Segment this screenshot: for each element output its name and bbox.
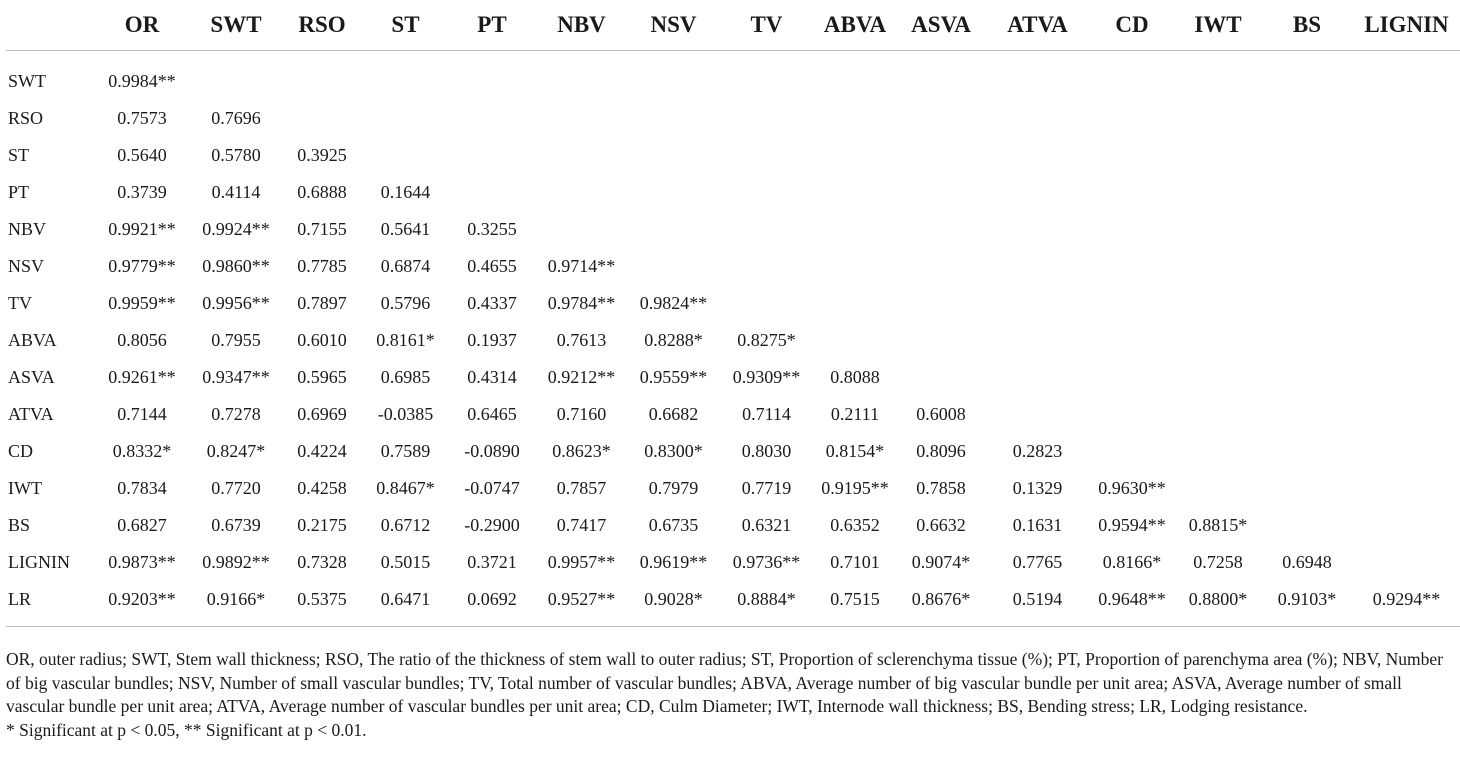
correlation-cell: 0.8676*: [896, 581, 986, 627]
significance-note: * Significant at p < 0.05, ** Significant at p < 0.01.: [6, 719, 367, 740]
table-footnotes: [6, 648, 1454, 742]
empty-cell: [282, 100, 362, 137]
table-row: [6, 581, 1460, 627]
correlation-cell: 0.6735: [648, 515, 699, 535]
correlation-cell: 0.6352: [830, 515, 880, 535]
correlation-cell: 0.7720: [211, 478, 261, 498]
correlation-cell: 0.7515: [814, 581, 896, 627]
correlation-cell: 0.9784**: [547, 293, 616, 313]
table-row: [6, 248, 1460, 285]
column-header: SWT: [190, 0, 282, 51]
correlation-cell: 0.7114: [742, 404, 791, 424]
correlation-cell: 0.7160: [556, 404, 607, 424]
empty-cell: [1261, 396, 1353, 433]
correlation-cell: 0.9347**: [202, 367, 270, 387]
correlation-cell: 0.9959**: [108, 293, 176, 313]
table-row: [6, 322, 1460, 359]
empty-cell: [1353, 174, 1460, 211]
empty-cell: [896, 285, 986, 322]
row-label: CD: [8, 441, 34, 461]
empty-cell: [1175, 359, 1261, 396]
row-label: RSO: [8, 108, 44, 128]
table-row: [6, 51, 1460, 101]
column-header: ASVA: [896, 0, 986, 51]
correlation-cell: 0.8800*: [1175, 581, 1261, 627]
correlation-cell: 0.9648**: [1089, 581, 1175, 627]
empty-cell: [1353, 51, 1460, 101]
correlation-cell: 0.4224: [297, 441, 347, 461]
correlation-cell: 0.2111: [830, 404, 880, 424]
empty-cell: [1261, 211, 1353, 248]
correlation-cell: 0.8096: [916, 441, 966, 461]
correlation-cell: -0.0890: [464, 441, 520, 461]
correlation-cell: 0.9714**: [547, 256, 616, 276]
column-header: PT: [449, 0, 535, 51]
abbreviations-note: OR, outer radius; SWT, Stem wall thickness; RSO, The ratio of the thickness of stem wall to outer radius; ST, Proportion of sclerenchyma tissue (%); PT, Proportion of parenchyma area (%); NBV, Number of big vascular bundles; NSV, Number of small vascular bundles; TV, Total number of vascular bundles; ABVA, Average number of big vascular bundle per unit area; ASVA, Average number of small vascular bundle per unit area; ATVA, Average number of vascular bundles per unit area; CD, Culm Diameter; IWT, Internode wall thickness; BS, Bending stress; LR, Lodging resistance.: [6, 649, 1443, 717]
empty-cell: [535, 211, 628, 248]
correlation-cell: 0.6969: [297, 404, 347, 424]
empty-cell: [1175, 51, 1261, 101]
table-row: [6, 100, 1460, 137]
correlation-cell: 0.5796: [380, 293, 431, 313]
empty-cell: [1353, 433, 1460, 470]
column-header: ST: [362, 0, 449, 51]
empty-cell: [719, 248, 814, 285]
empty-cell: [719, 211, 814, 248]
empty-cell: [1175, 174, 1261, 211]
column-header: ABVA: [814, 0, 896, 51]
empty-cell: [1261, 248, 1353, 285]
correlation-cell: 0.7857: [556, 478, 607, 498]
empty-cell: [628, 174, 719, 211]
empty-cell: [1089, 322, 1175, 359]
empty-cell: [362, 100, 449, 137]
empty-cell: [1261, 174, 1353, 211]
correlation-cell: 0.1329: [1012, 478, 1063, 498]
correlation-cell: 0.4655: [467, 256, 517, 276]
empty-cell: [1261, 100, 1353, 137]
correlation-cell: 0.7858: [916, 478, 966, 498]
correlation-cell: 0.3255: [467, 219, 517, 239]
correlation-cell: 0.4258: [297, 478, 347, 498]
correlation-cell: 0.6008: [916, 404, 966, 424]
empty-cell: [814, 174, 896, 211]
empty-cell: [986, 174, 1089, 211]
empty-cell: [535, 51, 628, 101]
empty-cell: [1175, 470, 1261, 507]
correlation-cell: 0.9921**: [108, 219, 176, 239]
empty-cell: [1089, 100, 1175, 137]
row-label: TV: [8, 293, 32, 313]
column-header: RSO: [282, 0, 362, 51]
correlation-cell: 0.5640: [117, 145, 167, 165]
empty-cell: [814, 285, 896, 322]
empty-cell: [449, 51, 535, 101]
correlation-cell: 0.9028*: [628, 581, 719, 627]
correlation-cell: -0.2900: [464, 515, 520, 535]
correlation-cell: 0.7765: [1012, 552, 1063, 572]
table-row: [6, 137, 1460, 174]
empty-cell: [1261, 137, 1353, 174]
empty-cell: [719, 100, 814, 137]
empty-cell: [628, 100, 719, 137]
empty-cell: [986, 359, 1089, 396]
header-corner: [6, 0, 94, 51]
correlation-cell: 0.6712: [380, 515, 431, 535]
correlation-cell: 0.1644: [380, 182, 431, 202]
empty-cell: [190, 51, 282, 101]
correlation-cell: 0.7573: [117, 108, 167, 128]
empty-cell: [1261, 51, 1353, 101]
table-row: [6, 396, 1460, 433]
correlation-table: [6, 0, 1460, 627]
correlation-cell: 0.2823: [1012, 441, 1063, 461]
empty-cell: [1089, 359, 1175, 396]
empty-cell: [449, 100, 535, 137]
empty-cell: [814, 248, 896, 285]
empty-cell: [896, 211, 986, 248]
column-header: NBV: [535, 0, 628, 51]
empty-cell: [362, 51, 449, 101]
correlation-cell: 0.6465: [467, 404, 517, 424]
correlation-cell: 0.9984**: [108, 71, 176, 91]
empty-cell: [1089, 396, 1175, 433]
correlation-cell: 0.6632: [916, 515, 966, 535]
correlation-cell: 0.5641: [380, 219, 431, 239]
correlation-cell: 0.6010: [297, 330, 347, 350]
correlation-cell: 0.9594**: [1098, 515, 1166, 535]
empty-cell: [1353, 137, 1460, 174]
column-header: CD: [1089, 0, 1175, 51]
row-label: LIGNIN: [8, 552, 70, 572]
correlation-cell: 0.9860**: [202, 256, 270, 276]
correlation-cell: 0.8815*: [1188, 515, 1248, 535]
empty-cell: [986, 285, 1089, 322]
correlation-cell: 0.6471: [362, 581, 449, 627]
empty-cell: [1353, 100, 1460, 137]
empty-cell: [1089, 433, 1175, 470]
row-label: SWT: [8, 71, 46, 91]
empty-cell: [1261, 433, 1353, 470]
empty-cell: [1261, 285, 1353, 322]
empty-cell: [719, 174, 814, 211]
row-label: ABVA: [8, 330, 57, 350]
table-row: [6, 359, 1460, 396]
row-label: BS: [8, 515, 31, 535]
correlation-cell: 0.7258: [1193, 552, 1243, 572]
empty-cell: [896, 100, 986, 137]
correlation-cell: 0.7696: [211, 108, 261, 128]
table-header: [6, 0, 1460, 51]
empty-cell: [986, 322, 1089, 359]
empty-cell: [628, 211, 719, 248]
empty-cell: [535, 137, 628, 174]
empty-cell: [814, 322, 896, 359]
empty-cell: [362, 137, 449, 174]
correlation-cell: 0.9309**: [732, 367, 801, 387]
column-header: LIGNIN: [1353, 0, 1460, 51]
correlation-cell: 0.6874: [380, 256, 431, 276]
empty-cell: [986, 396, 1089, 433]
empty-cell: [896, 359, 986, 396]
row-label: ASVA: [8, 367, 55, 387]
header-row: [6, 0, 1460, 51]
empty-cell: [535, 174, 628, 211]
correlation-cell: 0.7834: [117, 478, 167, 498]
correlation-cell: 0.5965: [297, 367, 347, 387]
empty-cell: [814, 51, 896, 101]
correlation-cell: 0.5015: [380, 552, 431, 572]
correlation-cell: 0.8623*: [552, 441, 611, 461]
empty-cell: [719, 51, 814, 101]
empty-cell: [986, 100, 1089, 137]
correlation-cell: 0.9527**: [535, 581, 628, 627]
empty-cell: [449, 137, 535, 174]
row-label: PT: [8, 182, 30, 202]
empty-cell: [896, 174, 986, 211]
column-header: TV: [719, 0, 814, 51]
correlation-cell: 0.3739: [117, 182, 167, 202]
correlation-cell: 0.1631: [1012, 515, 1063, 535]
correlation-cell: 0.3721: [467, 552, 517, 572]
correlation-cell: 0.9166*: [190, 581, 282, 627]
empty-cell: [449, 174, 535, 211]
correlation-cell: 0.6948: [1282, 552, 1332, 572]
correlation-cell: 0.8467*: [376, 478, 435, 498]
correlation-cell: 0.7144: [117, 404, 167, 424]
correlation-cell: 0.8884*: [719, 581, 814, 627]
correlation-cell: 0.9873**: [108, 552, 176, 572]
correlation-cell: 0.7955: [211, 330, 261, 350]
correlation-cell: 0.9261**: [108, 367, 176, 387]
empty-cell: [814, 137, 896, 174]
empty-cell: [1089, 51, 1175, 101]
table-row: [6, 433, 1460, 470]
empty-cell: [1353, 359, 1460, 396]
correlation-cell: 0.7328: [297, 552, 347, 572]
correlation-cell: 0.3925: [297, 145, 347, 165]
correlation-cell: 0.4114: [211, 182, 261, 202]
correlation-cell: 0.7101: [830, 552, 880, 572]
column-header: BS: [1261, 0, 1353, 51]
empty-cell: [986, 137, 1089, 174]
empty-cell: [986, 211, 1089, 248]
correlation-cell: 0.4314: [467, 367, 517, 387]
empty-cell: [1175, 433, 1261, 470]
row-label: NSV: [8, 256, 45, 276]
empty-cell: [1089, 137, 1175, 174]
correlation-cell: 0.8161*: [376, 330, 435, 350]
correlation-cell: 0.9195**: [821, 478, 889, 498]
correlation-cell: 0.9956**: [202, 293, 270, 313]
row-label: IWT: [8, 478, 42, 498]
correlation-cell: 0.5194: [986, 581, 1089, 627]
empty-cell: [1089, 248, 1175, 285]
correlation-cell: 0.1937: [467, 330, 517, 350]
empty-cell: [1175, 211, 1261, 248]
row-label: NBV: [8, 219, 47, 239]
correlation-cell: 0.5375: [282, 581, 362, 627]
correlation-cell: 0.0692: [449, 581, 535, 627]
correlation-cell: 0.9957**: [547, 552, 616, 572]
empty-cell: [1353, 544, 1460, 581]
correlation-cell: 0.6888: [297, 182, 347, 202]
empty-cell: [1261, 470, 1353, 507]
column-header: IWT: [1175, 0, 1261, 51]
correlation-cell: 0.8166*: [1102, 552, 1162, 572]
row-label: ATVA: [8, 404, 54, 424]
correlation-cell: 0.8275*: [737, 330, 796, 350]
empty-cell: [1175, 248, 1261, 285]
empty-cell: [1175, 285, 1261, 322]
empty-cell: [1175, 322, 1261, 359]
empty-cell: [986, 51, 1089, 101]
correlation-cell: 0.4337: [467, 293, 517, 313]
empty-cell: [896, 51, 986, 101]
table-row: [6, 174, 1460, 211]
correlation-cell: 0.9203**: [94, 581, 190, 627]
empty-cell: [1353, 211, 1460, 248]
empty-cell: [535, 100, 628, 137]
empty-cell: [282, 51, 362, 101]
table-row: [6, 544, 1460, 581]
empty-cell: [628, 248, 719, 285]
empty-cell: [1175, 137, 1261, 174]
correlation-cell: 0.9212**: [547, 367, 616, 387]
correlation-cell: 0.7897: [297, 293, 347, 313]
correlation-cell: 0.8056: [117, 330, 167, 350]
empty-cell: [896, 322, 986, 359]
empty-cell: [628, 137, 719, 174]
empty-cell: [719, 285, 814, 322]
empty-cell: [628, 51, 719, 101]
correlation-cell: 0.7417: [556, 515, 607, 535]
empty-cell: [1353, 507, 1460, 544]
empty-cell: [1089, 211, 1175, 248]
correlation-cell: 0.9619**: [639, 552, 708, 572]
empty-cell: [1353, 285, 1460, 322]
correlation-cell: 0.6739: [211, 515, 261, 535]
column-header: ATVA: [986, 0, 1089, 51]
column-header: NSV: [628, 0, 719, 51]
empty-cell: [1353, 470, 1460, 507]
empty-cell: [1175, 100, 1261, 137]
row-label: LR: [6, 581, 94, 627]
correlation-cell: 0.7785: [297, 256, 347, 276]
correlation-cell: 0.8154*: [825, 441, 885, 461]
empty-cell: [1089, 174, 1175, 211]
empty-cell: [986, 248, 1089, 285]
correlation-cell: 0.8332*: [112, 441, 172, 461]
empty-cell: [1175, 396, 1261, 433]
empty-cell: [1353, 248, 1460, 285]
correlation-cell: 0.6827: [117, 515, 167, 535]
correlation-cell: 0.9074*: [911, 552, 971, 572]
column-header: OR: [94, 0, 190, 51]
empty-cell: [1353, 322, 1460, 359]
empty-cell: [1261, 507, 1353, 544]
correlation-cell: 0.7278: [211, 404, 261, 424]
correlation-cell: 0.6985: [380, 367, 431, 387]
correlation-cell: 0.8300*: [644, 441, 703, 461]
correlation-cell: 0.9630**: [1098, 478, 1166, 498]
correlation-cell: 0.8288*: [644, 330, 703, 350]
table-row: [6, 470, 1460, 507]
empty-cell: [896, 248, 986, 285]
correlation-cell: 0.2175: [297, 515, 347, 535]
correlation-cell: -0.0385: [377, 404, 434, 424]
correlation-cell: 0.7979: [648, 478, 699, 498]
correlation-cell: 0.9559**: [639, 367, 708, 387]
correlation-cell: 0.7589: [380, 441, 431, 461]
correlation-cell: 0.9779**: [108, 256, 176, 276]
correlation-cell: 0.9294**: [1353, 581, 1460, 627]
empty-cell: [814, 100, 896, 137]
table-row: [6, 285, 1460, 322]
correlation-cell: 0.7719: [741, 478, 792, 498]
empty-cell: [896, 137, 986, 174]
correlation-cell: 0.9736**: [732, 552, 801, 572]
correlation-cell: 0.7155: [297, 219, 347, 239]
correlation-cell: 0.9892**: [202, 552, 270, 572]
empty-cell: [719, 137, 814, 174]
correlation-cell: 0.8088: [830, 367, 880, 387]
correlation-cell: 0.8247*: [206, 441, 266, 461]
table-row: [6, 211, 1460, 248]
correlation-cell: 0.8030: [741, 441, 792, 461]
empty-cell: [814, 211, 896, 248]
correlation-cell: 0.7613: [556, 330, 607, 350]
correlation-cell: 0.9103*: [1261, 581, 1353, 627]
empty-cell: [1353, 396, 1460, 433]
table-row: [6, 507, 1460, 544]
empty-cell: [1261, 322, 1353, 359]
table-body: [6, 51, 1460, 627]
empty-cell: [1261, 359, 1353, 396]
empty-cell: [1089, 285, 1175, 322]
correlation-cell: 0.5780: [211, 145, 261, 165]
correlation-cell: 0.9924**: [202, 219, 270, 239]
correlation-cell: -0.0747: [464, 478, 520, 498]
correlation-cell: 0.6682: [648, 404, 699, 424]
row-label: ST: [8, 145, 30, 165]
correlation-cell: 0.9824**: [639, 293, 708, 313]
correlation-cell: 0.6321: [741, 515, 792, 535]
